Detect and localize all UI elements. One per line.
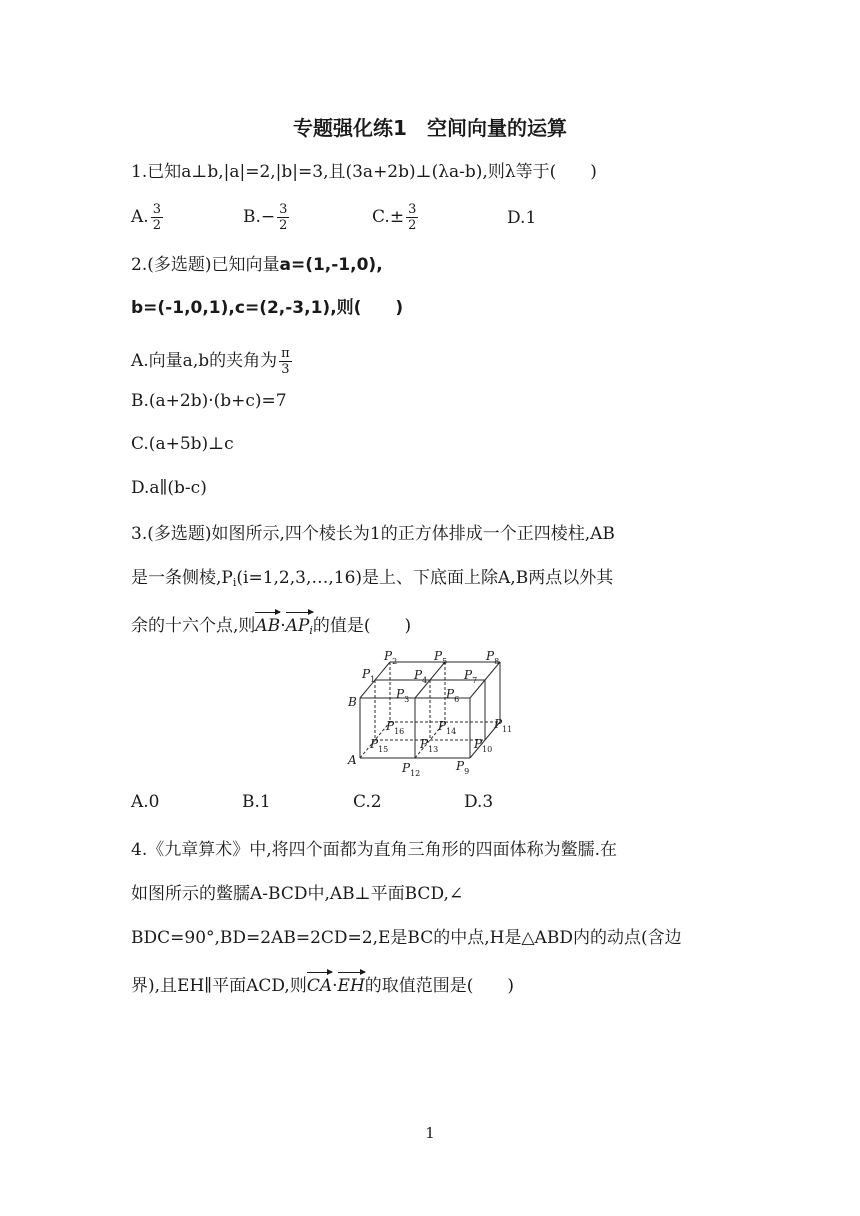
q4-line4: 界),且EH∥平面ACD,则CA·EH的取值范围是( ) [131, 970, 514, 998]
label-p11: $P_{11}$ [494, 717, 513, 734]
label-p9: $P_9$ [456, 759, 470, 776]
vector-eh: EH [338, 970, 365, 998]
label-p10: $P_{10}$ [474, 737, 493, 754]
page-number: 1 [425, 1124, 435, 1142]
q1-option-a: A. $\frac{3}{2}$ [131, 202, 161, 233]
q3-line3: 余的十六个点,则$AB\cdot AP_i$的值是( ) [131, 610, 411, 643]
q3-option-b: B.1 [242, 792, 271, 812]
page-title: 专题强化练1 空间向量的运算 [293, 116, 567, 140]
label-a: A [348, 753, 357, 767]
fraction: $\frac{3}{2}$ [279, 202, 288, 233]
q2-stem-line2: b=(-1,0,1),c=(2,-3,1),则( ) [131, 298, 404, 318]
q2-option-b: B.(a+2b)·(b+c)=7 [131, 391, 287, 411]
q3-option-c: C.2 [353, 792, 382, 812]
fraction: $\frac{\pi}{3}$ [281, 346, 290, 377]
q2-option-a: A.向量a,b的夹角为 $\frac{\pi}{3}$ [131, 346, 290, 377]
fraction: $\frac{3}{2}$ [408, 202, 417, 233]
label-p15: $P_{15}$ [370, 737, 389, 754]
label-p12: $P_{12}$ [402, 761, 421, 776]
q1-option-d: D.1 [507, 208, 537, 228]
q1-stem: 1.已知a⊥b,|a|=2,|b|=3,且(3a+2b)⊥(λa-b),则λ等于( ) [131, 162, 597, 182]
label-p8: $P_8$ [486, 649, 500, 666]
q2-option-c: C.(a+5b)⊥c [131, 434, 234, 454]
vector-ab: AB [255, 610, 280, 638]
label-b: B [348, 695, 357, 709]
q1-option-c: C.± $\frac{3}{2}$ [372, 202, 417, 233]
label-p3: $P_3$ [396, 687, 410, 704]
fraction: $\frac{3}{2}$ [152, 202, 161, 233]
vector-ap: $AP_i$ [286, 610, 313, 643]
prism-figure [346, 648, 516, 776]
label-p2: $P_2$ [384, 649, 398, 666]
label-p14: $P_{14}$ [438, 719, 457, 736]
q1-option-b: B.− $\frac{3}{2}$ [243, 202, 288, 233]
label-p6: $P_6$ [446, 687, 460, 704]
label-p1: $P_1$ [362, 667, 376, 684]
vector-ca: CA [307, 970, 332, 998]
q3-option-d: D.3 [464, 792, 494, 812]
label-p13: $P_{13}$ [420, 737, 439, 754]
label-p7: $P_7$ [464, 668, 478, 685]
q3-line1: 3.(多选题)如图所示,四个棱长为1的正方体排成一个正四棱柱,AB [131, 524, 615, 544]
q4-line1: 4.《九章算术》中,将四个面都为直角三角形的四面体称为鳖臑.在 [131, 840, 618, 860]
q4-line2: 如图所示的鳖臑A-BCD中,AB⊥平面BCD,∠ [131, 884, 464, 904]
q3-line2: 是一条侧棱$,P_i(i=1,2,3,\dots,16)$是上、下底面上除A,B两点以外其 [131, 568, 614, 589]
q4-line3: BDC=90°,BD=2AB=2CD=2,E是BC的中点,H是△ABD内的动点(含边 [131, 928, 682, 948]
label-p16: $P_{16}$ [386, 719, 405, 736]
label-p4: $P_4$ [414, 668, 428, 685]
q3-option-a: A.0 [131, 792, 160, 812]
label-p5: $P_5$ [434, 649, 448, 666]
q2-stem-line1: 2.(多选题)已知向量a=(1,-1,0), [131, 255, 383, 275]
q2-option-d: D.a∥(b-c) [131, 478, 207, 498]
